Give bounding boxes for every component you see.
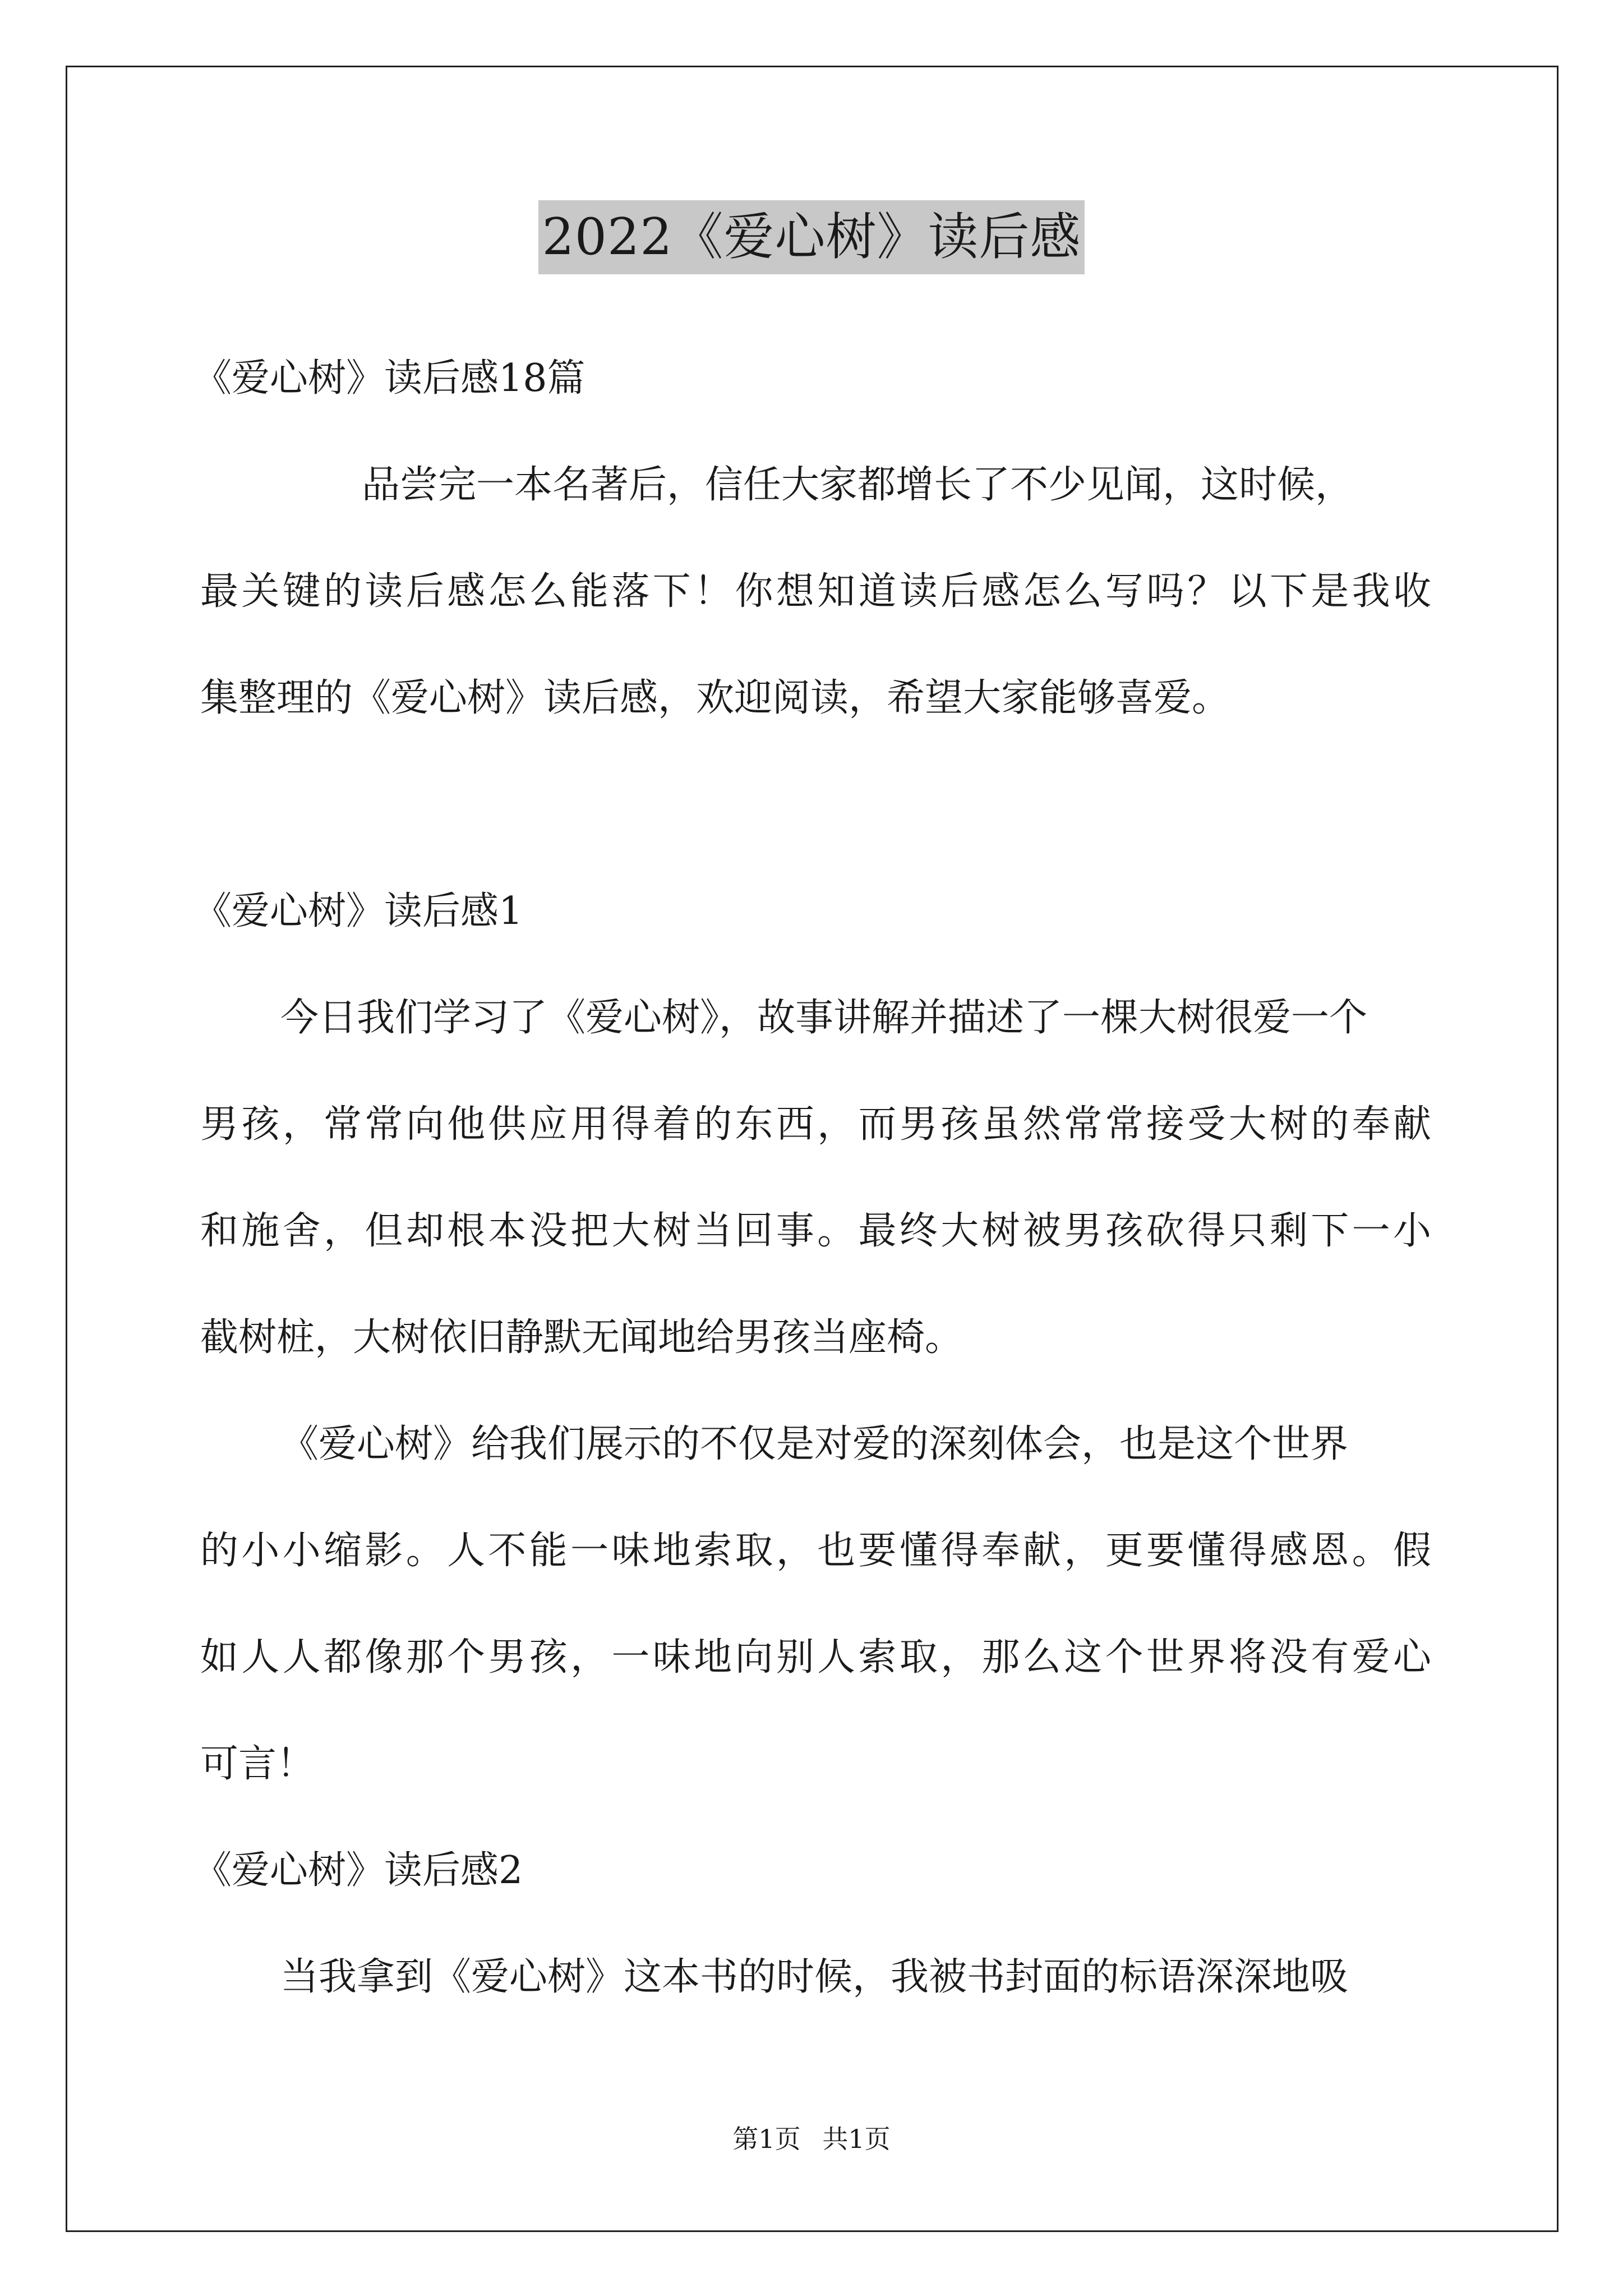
s1p2-line-4: 可言！ (200, 1742, 315, 1786)
page-number-current: 第1页 (732, 2124, 801, 2154)
section2-heading: 《爱心树》读后感2 (193, 1848, 523, 1893)
intro-line-2: 最关键的读后感怎么能落下！你想知道读后感怎么写吗？以下是我收 (200, 569, 1431, 614)
page-number-total: 共1页 (822, 2124, 891, 2154)
s1p2-line-1: 《爱心树》给我们展示的不仅是对爱的深刻体会，也是这个世界 (280, 1422, 1349, 1466)
s1p1-line-3: 和施舍，但却根本没把大树当回事。最终大树被男孩砍得只剩下一小 (200, 1209, 1431, 1253)
s1p2-line-3: 如人人都像那个男孩，一味地向别人索取，那么这个世界将没有爱心 (200, 1635, 1431, 1680)
s1p1-line-1: 今日我们学习了《爱心树》，故事讲解并描述了一棵大树很爱一个 (280, 996, 1368, 1040)
s1p2-line-2: 的小小缩影。人不能一味地索取，也要懂得奉献，更要懂得感恩。假 (200, 1529, 1431, 1573)
page-footer (0, 2122, 1623, 2156)
s1p1-line-4: 截树桩，大树依旧静默无闻地给男孩当座椅。 (200, 1315, 963, 1360)
document-subtitle: 《爱心树》读后感18篇 (193, 356, 585, 401)
s1p1-line-2: 男孩，常常向他供应用得着的东西，而男孩虽然常常接受大树的奉献 (200, 1102, 1431, 1147)
section1-heading: 《爱心树》读后感1 (193, 889, 523, 933)
intro-line-3: 集整理的《爱心树》读后感，欢迎阅读，希望大家能够喜爱。 (200, 676, 1230, 720)
intro-line-1: 品尝完一本名著后，信任大家都增长了不少见闻，这时候， (362, 463, 1354, 507)
document-title: 2022《爱心树》读后感 (538, 200, 1084, 274)
title-container (0, 200, 1623, 274)
s2p1-line-1: 当我拿到《爱心树》这本书的时候，我被书封面的标语深深地吸 (280, 1955, 1349, 1999)
